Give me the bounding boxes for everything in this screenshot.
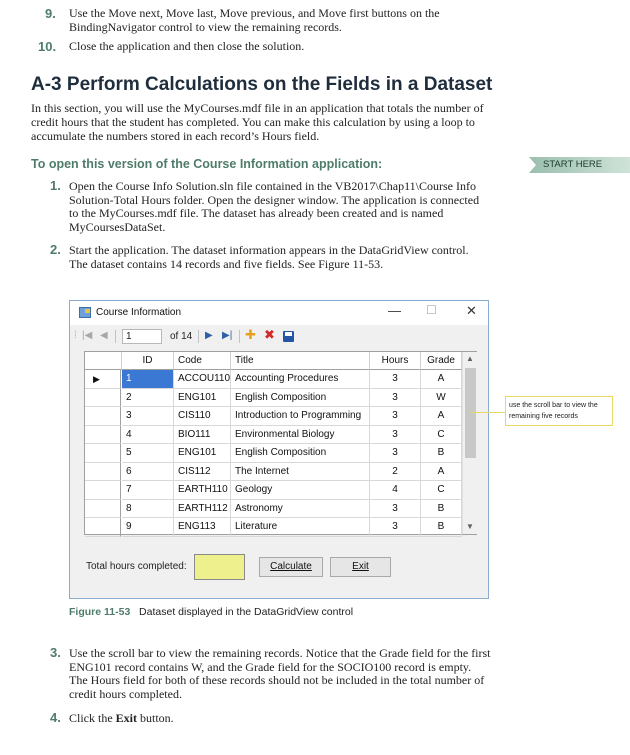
row-header[interactable] (85, 518, 121, 537)
row-header[interactable] (85, 444, 121, 463)
cell-hours[interactable]: 3 (370, 444, 421, 463)
app-icon (79, 307, 91, 318)
row-header-corner (85, 352, 122, 370)
section-title: A-3 Perform Calculations on the Fields in a Dataset (31, 74, 493, 95)
move-next-icon[interactable]: ▶ (205, 330, 213, 341)
cell-title[interactable]: English Composition (231, 444, 370, 463)
row-header[interactable] (85, 463, 121, 482)
step-10-text: Close the application and then close the solution. (69, 39, 305, 53)
cell-code[interactable]: BIO111 (174, 426, 231, 445)
cell-title[interactable]: Accounting Procedures (231, 370, 370, 389)
cell-id[interactable]: 5 (122, 444, 174, 463)
title-bar (70, 301, 488, 325)
step-9-text (69, 7, 440, 34)
cell-grade[interactable]: B (421, 500, 462, 519)
step-4-post: button. (137, 711, 174, 725)
intro-line: accumulate the numbers stored in each record’s Hours field. (31, 129, 320, 143)
step-number: 10. (38, 39, 57, 54)
cell-title[interactable]: Geology (231, 481, 370, 500)
step-line: The Hours field for both of these records should not be included in the total number of (69, 673, 485, 687)
row-header[interactable] (85, 426, 121, 445)
cell-grade[interactable]: C (421, 481, 462, 500)
step-number: 2. (50, 242, 61, 257)
cell-id[interactable]: 4 (122, 426, 174, 445)
cell-code[interactable]: CIS110 (174, 407, 231, 426)
scroll-thumb[interactable] (465, 368, 476, 458)
cell-hours[interactable]: 3 (370, 370, 421, 389)
step-4-bold: Exit (115, 711, 138, 725)
cell-hours[interactable]: 3 (370, 407, 421, 426)
add-new-icon[interactable]: ✚ (245, 327, 256, 342)
cell-grade[interactable]: A (421, 370, 462, 389)
cell-code[interactable]: ACCOU110 (174, 370, 231, 389)
cell-hours[interactable]: 4 (370, 481, 421, 500)
datagridview[interactable] (84, 351, 477, 535)
cell-title[interactable]: Astronomy (231, 500, 370, 519)
maximize-button[interactable]: ☐ (426, 303, 437, 317)
cell-id[interactable]: 8 (122, 500, 174, 519)
cell-grade[interactable]: C (421, 426, 462, 445)
delete-icon[interactable]: ✖ (264, 327, 275, 342)
column-header-grade[interactable]: Grade (421, 352, 462, 370)
cell-id[interactable]: 7 (122, 481, 174, 500)
figure-number: Figure 11-53 (69, 606, 131, 618)
cell-hours[interactable]: 3 (370, 389, 421, 408)
step-1-text (69, 180, 479, 234)
save-icon-label-area (285, 332, 292, 336)
cell-title[interactable]: Introduction to Programming (231, 407, 370, 426)
step-line: Solution-Total Hours folder. Open the designer window. The application is connected (69, 192, 480, 207)
cell-title[interactable]: Environmental Biology (231, 426, 370, 445)
step-line: to the MyCourses.mdf file. The dataset has already been created and is named (69, 206, 444, 220)
step-number: 1. (50, 178, 61, 193)
toolbar-separator (239, 330, 240, 343)
step-number: 3. (50, 645, 61, 660)
move-last-icon[interactable]: ▶| (222, 330, 233, 341)
scrollbar-callout: use the scroll bar to view the remaining five records (505, 396, 613, 426)
cell-grade[interactable]: B (421, 518, 462, 537)
vertical-scrollbar[interactable] (462, 352, 477, 534)
column-header-title[interactable]: Title (231, 352, 370, 370)
step-2-text (69, 244, 469, 271)
cell-code[interactable]: ENG101 (174, 389, 231, 408)
cell-grade[interactable]: A (421, 407, 462, 426)
row-header[interactable] (85, 481, 121, 500)
position-textbox[interactable]: 1 (122, 329, 162, 344)
step-number: 9. (45, 6, 56, 21)
step-4-pre: Click the (69, 711, 116, 725)
column-header-hours[interactable]: Hours (370, 352, 421, 370)
step-line: Use the scroll bar to view the remaining records. Notice that the Grade field for the first (69, 646, 491, 660)
window-title: Course Information (96, 307, 182, 318)
scroll-up-icon[interactable]: ▲ (466, 354, 474, 363)
section-intro (31, 101, 484, 143)
cell-hours[interactable]: 2 (370, 463, 421, 482)
step-line: The dataset contains 14 records and five fields. See Figure 11-53. (69, 256, 384, 271)
column-header-id[interactable]: ID (122, 352, 174, 370)
step-4-text (69, 712, 174, 726)
row-header[interactable] (85, 500, 121, 519)
cell-code[interactable]: ENG113 (174, 518, 231, 537)
intro-line: credit hours that the student has completed. You can make this calculation by using a loop to (31, 115, 475, 129)
cell-code[interactable]: EARTH112 (174, 500, 231, 519)
callout-leader-line (470, 412, 505, 413)
cell-id[interactable]: 9 (122, 518, 174, 537)
cell-code[interactable]: EARTH110 (174, 481, 231, 500)
cell-hours[interactable]: 3 (370, 518, 421, 537)
cell-id[interactable]: 3 (122, 407, 174, 426)
current-row-indicator[interactable]: ▶ (85, 370, 121, 389)
move-previous-icon[interactable]: ◀ (100, 330, 108, 341)
save-icon[interactable] (283, 331, 294, 342)
binding-navigator (70, 326, 488, 347)
step-line: ENG101 record contains W, and the Grade field for the SOCIO100 record is empty. (69, 659, 472, 674)
scroll-down-icon[interactable]: ▼ (466, 522, 474, 531)
row-header[interactable] (85, 407, 121, 426)
cell-title[interactable]: The Internet (231, 463, 370, 482)
total-hours-label: Total hours completed: (86, 561, 187, 572)
cell-title[interactable]: Literature (231, 518, 370, 537)
course-information-window (69, 300, 489, 599)
step-line: Start the application. The dataset information appears in the DataGridView control. (69, 243, 469, 257)
cell-id[interactable]: 1 (122, 370, 174, 389)
toolbar-separator (115, 330, 116, 343)
cell-grade[interactable]: B (421, 444, 462, 463)
row-header[interactable] (85, 389, 121, 408)
step-line: Use the Move next, Move last, Move previous, and Move first buttons on the (69, 6, 440, 20)
total-hours-output (194, 554, 245, 580)
procedure-subhead: To open this version of the Course Information application: (31, 157, 383, 171)
calculate-button-label: Calculate (270, 561, 312, 572)
record-count-label: of 14 (170, 331, 193, 342)
move-first-icon[interactable]: |◀ (82, 330, 93, 341)
step-line: credit hours completed. (69, 686, 182, 701)
cell-hours[interactable]: 3 (370, 426, 421, 445)
step-number: 4. (50, 710, 61, 725)
cell-code[interactable]: ENG101 (174, 444, 231, 463)
column-header-code[interactable]: Code (174, 352, 231, 370)
step-3-text (69, 647, 491, 701)
start-here-tab: START HERE (529, 157, 630, 173)
step-line: MyCoursesDataSet. (69, 219, 166, 234)
cell-grade[interactable]: W (421, 389, 462, 408)
minimize-button[interactable]: — (388, 303, 401, 318)
cell-id[interactable]: 2 (122, 389, 174, 408)
grip-icon: ⁞ (74, 330, 77, 341)
figure-caption (69, 606, 353, 618)
cell-code[interactable]: CIS112 (174, 463, 231, 482)
exit-button[interactable] (330, 557, 391, 577)
cell-id[interactable]: 6 (122, 463, 174, 482)
figure-caption-text: Dataset displayed in the DataGridView control (139, 606, 354, 618)
cell-grade[interactable]: A (421, 463, 462, 482)
close-button[interactable]: ✕ (466, 303, 477, 318)
step-line: Open the Course Info Solution.sln file contained in the VB2017\Chap11\Course Info (69, 179, 476, 193)
exit-button-label: Exit (352, 561, 369, 572)
calculate-button[interactable] (259, 557, 323, 577)
cell-hours[interactable]: 3 (370, 500, 421, 519)
intro-line: In this section, you will use the MyCourses.mdf file in an application that totals the number of (31, 101, 484, 115)
toolbar-separator (198, 330, 199, 343)
cell-title[interactable]: English Composition (231, 389, 370, 408)
step-line: BindingNavigator control to view the remaining records. (69, 19, 342, 34)
